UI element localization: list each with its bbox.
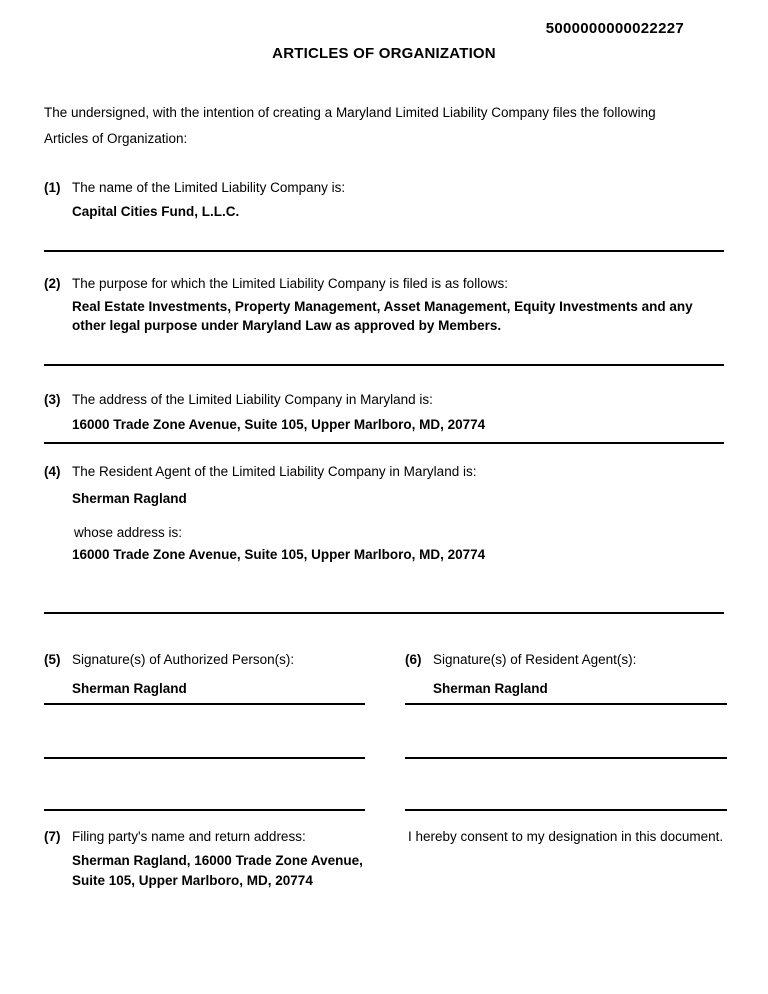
- item-6-label: Signature(s) of Resident Agent(s):: [433, 652, 637, 667]
- signature-line: [405, 703, 727, 705]
- section-divider-4: [44, 612, 724, 614]
- signatures-section: [44, 650, 724, 811]
- item-6-signer-name: Sherman Ragland: [433, 681, 548, 696]
- item-5-signer-name: Sherman Ragland: [72, 681, 187, 696]
- authorized-person-signature-block: [44, 650, 365, 811]
- item-3-value: 16000 Trade Zone Avenue, Suite 105, Upper Marlboro, MD, 20774: [72, 416, 486, 432]
- item-7-number: (7): [44, 829, 61, 844]
- signature-line: [44, 757, 365, 759]
- document-number: 5000000000022227: [545, 20, 684, 37]
- item-3-label: The address of the Limited Liability Company in Maryland is:: [72, 391, 433, 407]
- filing-party-block: [44, 827, 384, 891]
- consent-statement: I hereby consent to my designation in this document.: [408, 829, 724, 844]
- item-4-header: [44, 462, 724, 481]
- filing-party-address-line-2: Suite 105, Upper Marlboro, MD, 20774: [72, 873, 313, 888]
- item-5-header: [44, 650, 365, 669]
- item-4-sublabel: whose address is:: [74, 524, 183, 540]
- item-2-label: The purpose for which the Limited Liability Company is filed is as follows:: [72, 275, 508, 291]
- item-4-number: (4): [44, 464, 61, 479]
- item-5-number: (5): [44, 652, 61, 667]
- item-1-header: [44, 178, 724, 197]
- document-title: ARTICLES OF ORGANIZATION: [272, 45, 496, 62]
- item-1-value: Capital Cities Fund, L.L.C.: [72, 204, 240, 219]
- filing-party-address-line-1: Sherman Ragland, 16000 Trade Zone Avenue,: [72, 853, 363, 868]
- filing-party-section: [44, 827, 724, 891]
- item-1-number: (1): [44, 180, 61, 195]
- item-7-label: Filing party's name and return address:: [72, 829, 306, 844]
- item-2-header: [44, 274, 724, 293]
- item-4-label: The Resident Agent of the Limited Liability Company in Maryland is:: [72, 464, 477, 479]
- resident-agent-signature-block: [405, 650, 727, 811]
- item-4-value: Sherman Ragland: [72, 491, 187, 506]
- intro-paragraph: The undersigned, with the intention of creating a Maryland Limited Liability Company files the following Articles of Organization:: [44, 105, 656, 146]
- signature-line: [405, 809, 727, 811]
- signature-line: [405, 757, 727, 759]
- item-6-number: (6): [405, 652, 422, 667]
- section-divider-1: [44, 250, 724, 252]
- section-divider-3: [44, 442, 724, 444]
- item-6-header: [405, 650, 727, 669]
- item-7-header: [44, 827, 384, 846]
- signature-line: [44, 703, 365, 705]
- item-3-header: [44, 390, 724, 409]
- item-4-subvalue: 16000 Trade Zone Avenue, Suite 105, Upper Marlboro, MD, 20774: [72, 546, 486, 562]
- item-2-value: Real Estate Investments, Property Management, Asset Management, Equity Investments and any other legal purpose under Maryland Law as approved by Members.: [72, 298, 693, 333]
- item-3-number: (3): [44, 391, 61, 407]
- item-5-label: Signature(s) of Authorized Person(s):: [72, 652, 295, 667]
- item-2-number: (2): [44, 275, 61, 291]
- item-1-label: The name of the Limited Liability Company is:: [72, 180, 346, 195]
- signature-line: [44, 809, 365, 811]
- section-divider-2: [44, 364, 724, 366]
